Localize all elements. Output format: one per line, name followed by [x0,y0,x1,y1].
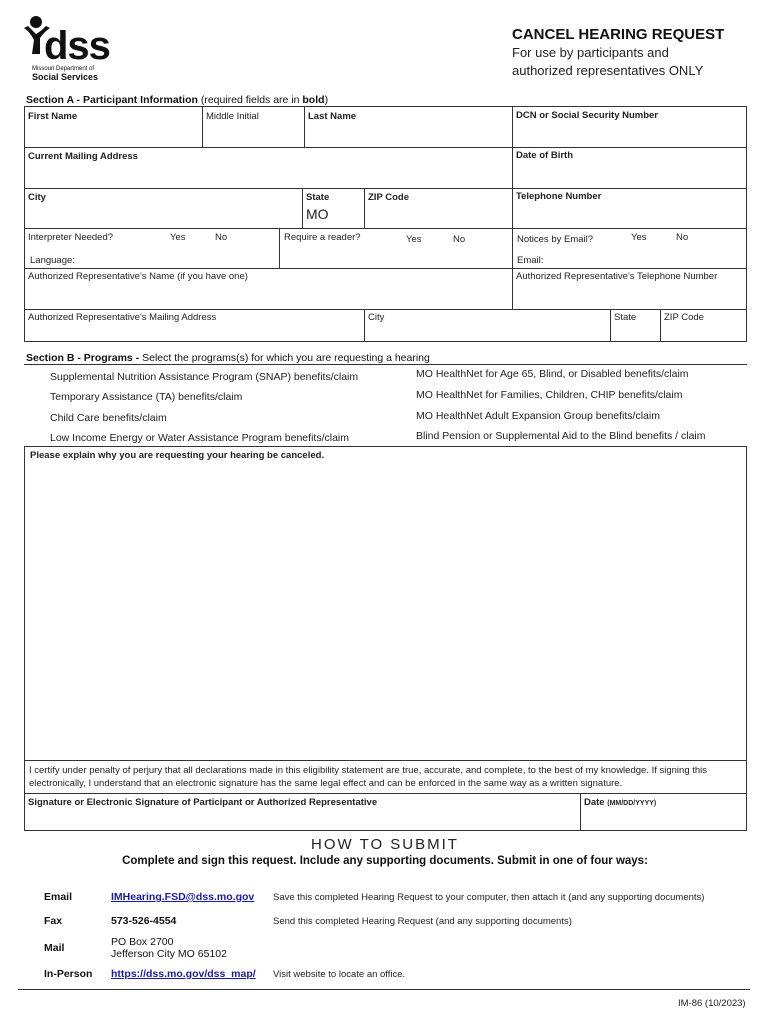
submit-heading: HOW TO SUBMIT [311,836,459,853]
telephone-label: Telephone Number [516,191,602,202]
rep-state-label: State [614,312,637,323]
logo-subtext-1: Missouri Department of [32,66,95,72]
mail-line-2: Jefferson City MO 65102 [111,948,227,960]
first-name-label: First Name [28,111,78,122]
interpreter-label: Interpreter Needed? [28,232,114,243]
city-field[interactable] [24,188,302,228]
dob-label: Date of Birth [516,150,573,161]
fax-number: 573-526-4554 [111,915,177,927]
interpreter-no-option[interactable]: No [215,232,228,243]
logo-wordmark: dss [44,24,110,68]
notices-yes-option[interactable]: Yes [631,232,647,243]
submit-instructions: Complete and sign this request. Include any supporting documents. Submit in one of four ways: [122,855,648,867]
notices-email-label: Notices by Email? [517,234,594,245]
dcn-label: DCN or Social Security Number [516,110,659,121]
section-a-heading: Section A - Participant Information (required fields are in bold) [26,94,329,106]
zip-label: ZIP Code [368,192,409,203]
state-label: State [306,192,330,203]
logo-subtext-2: Social Services [32,72,99,82]
signature-label: Signature or Electronic Signature of Participant or Authorized Representative [28,797,378,808]
program-mohealthnet-families[interactable]: MO HealthNet for Families, Children, CHIP benefits/claim [416,389,683,401]
notices-no-option[interactable]: No [676,232,689,243]
section-b-heading: Section B - Programs - Select the programs(s) for which you are requesting a hearing [26,352,430,364]
program-blind-pension[interactable]: Blind Pension or Supplemental Aid to the Blind benefits / claim [416,430,706,442]
reader-label: Require a reader? [284,232,361,243]
city-label: City [28,192,46,203]
email-label: Email: [517,255,544,266]
mail-line-1: PO Box 2700 [111,936,174,948]
explain-label: Please explain why you are requesting your hearing be canceled. [30,450,325,461]
rep-city-field[interactable] [364,309,610,341]
mailing-address-label: Current Mailing Address [28,151,138,162]
reader-no-option[interactable]: No [453,234,466,245]
rep-address-label: Authorized Representative's Mailing Address [28,312,217,323]
rep-city-label: City [368,312,385,323]
interpreter-yes-option[interactable]: Yes [170,232,186,243]
form-subtitle-2: authorized representatives ONLY [512,63,704,78]
inperson-note: Visit website to locate an office. [273,969,406,980]
email-field[interactable] [550,252,744,268]
mail-method-label: Mail [44,942,65,954]
reader-yes-option[interactable]: Yes [406,234,422,245]
dss-logo [22,14,112,82]
program-ta[interactable]: Temporary Assistance (TA) benefits/claim [50,391,243,403]
explain-textarea[interactable] [26,462,744,758]
certify-text: I certify under penalty of perjury that all declarations made in this eligibility statement are true, accurate, and complete, to the best of my knowledge. If signing this electronically, I understand that an electronic signature has the same legal effect and can be enforced in the same way as a written signature. [29,765,708,789]
fax-method-label: Fax [44,915,63,927]
form-id: IM-86 (10/2023) [678,998,746,1009]
email-method-label: Email [44,891,73,903]
office-map-link[interactable]: https://dss.mo.gov/dss_map/ [111,968,256,980]
form-subtitle-1: For use by participants and [512,45,669,60]
middle-initial-label: Middle Initial [206,111,259,122]
email-note: Save this completed Hearing Request to your computer, then attach it (and any supporting documents) [273,892,705,903]
program-mohealthnet-adult-expansion[interactable]: MO HealthNet Adult Expansion Group benefits/claim [416,410,660,422]
fax-note: Send this completed Hearing Request (and any supporting documents) [273,916,572,927]
program-snap[interactable]: Supplemental Nutrition Assistance Program (SNAP) benefits/claim [50,371,359,383]
rep-zip-label: ZIP Code [664,312,704,323]
last-name-label: Last Name [308,111,357,122]
program-mohealthnet-aged-blind-disabled[interactable]: MO HealthNet for Age 65, Blind, or Disabled benefits/claim [416,368,689,380]
rep-phone-label: Authorized Representative's Telephone Number [516,271,718,282]
program-energy-water[interactable]: Low Income Energy or Water Assistance Program benefits/claim [50,432,349,444]
rep-name-label: Authorized Representative's Name (if you have one) [28,271,248,282]
inperson-method-label: In-Person [44,968,93,980]
date-label: Date (MM/DD/YYYY) [584,797,657,808]
state-value: MO [306,206,329,222]
program-child-care[interactable]: Child Care benefits/claim [50,412,167,424]
language-label: Language: [30,255,75,266]
form-title: CANCEL HEARING REQUEST [512,26,725,43]
language-field[interactable] [80,252,278,268]
email-link[interactable]: IMHearing.FSD@dss.mo.gov [111,891,255,903]
